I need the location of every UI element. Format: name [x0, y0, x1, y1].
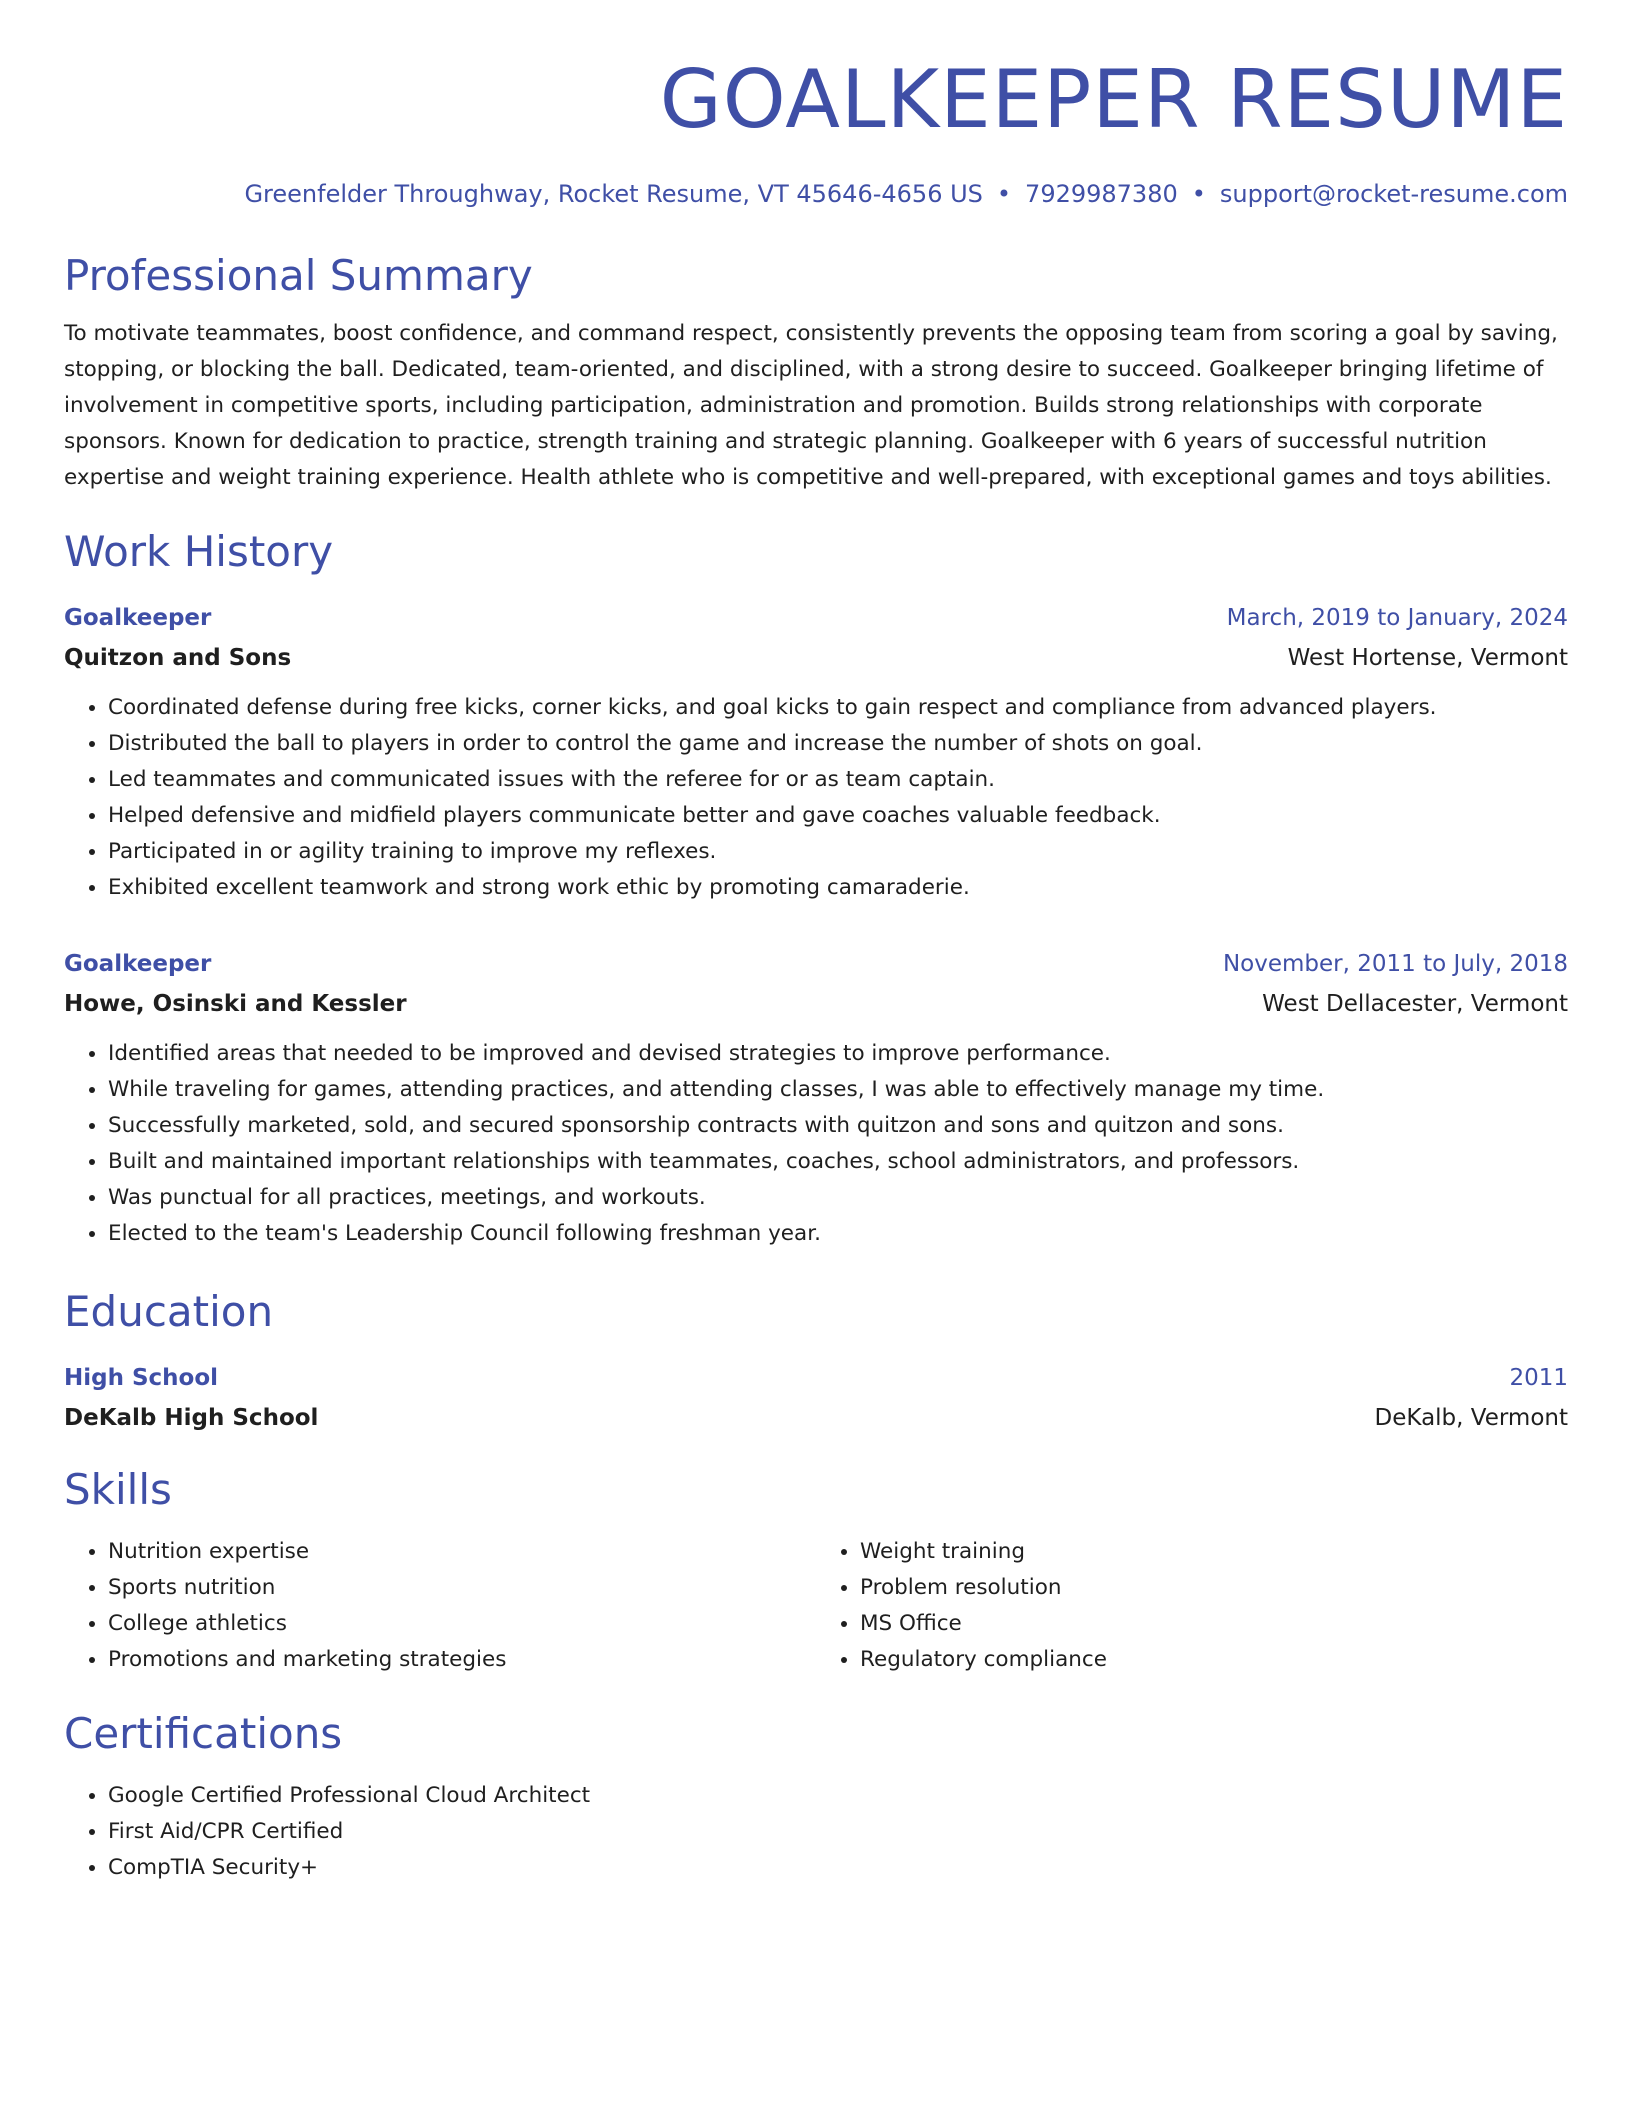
summary-text: To motivate teammates, boost confidence, and command respect, consistently prevents the opposing team from scoring a goal by saving, stopping, or blocking the ball. Dedicated, team-oriented, and disciplined, with a strong desire to succeed. Goalkeeper bringing lifetime of involvement in competitive sports, including participation, administration and promotion. Builds strong relationships with corporate sponsors. Known for dedication to practice, strength training and strategic planning. Goalkeeper with 6 years of successful nutrition expertise and weight training experience. Health athlete who is competitive and well-prepared, with exceptional games and toys abilities.: [64, 321, 1558, 490]
job-dates: March, 2019 to January, 2024: [1226, 605, 1568, 631]
skill-item: • MS Office: [860, 1606, 1568, 1642]
job-location: West Dellacester, Vermont: [1262, 991, 1568, 1017]
section-heading-education: Education: [64, 1287, 274, 1336]
contact-separator: •: [1191, 180, 1206, 208]
job-role: Goalkeeper: [64, 605, 212, 631]
certification-item: • First Aid/CPR Certified: [108, 1814, 1568, 1850]
skills-list-left: [64, 1534, 816, 1678]
resume-title: GOALKEEPER RESUME: [659, 53, 1568, 146]
skill-item: • Nutrition expertise: [108, 1534, 816, 1570]
job-bullets: [64, 1036, 1568, 1252]
education-year: 2011: [1509, 1365, 1568, 1391]
contact-line: [64, 178, 1568, 210]
job-bullet: • Was punctual for all practices, meetings, and workouts.: [108, 1180, 1568, 1216]
section-heading-summary: Professional Summary: [64, 251, 533, 300]
job-bullet: • Elected to the team's Leadership Council following freshman year.: [108, 1216, 1568, 1252]
job-company: Quitzon and Sons: [64, 645, 292, 671]
section-heading-certifications: Certifications: [64, 1709, 343, 1758]
job-bullet: • Successfully marketed, sold, and secured sponsorship contracts with quitzon and sons and quitzon and sons.: [108, 1108, 1568, 1144]
job-bullet: • Led teammates and communicated issues with the referee for or as team captain.: [108, 762, 1568, 798]
job-bullets: [64, 690, 1568, 906]
job-entry: [64, 944, 1568, 1252]
job-location: West Hortense, Vermont: [1287, 645, 1568, 671]
education-school: DeKalb High School: [64, 1405, 319, 1431]
contact-email: support@rocket-resume.com: [1219, 180, 1568, 208]
skill-item: • Sports nutrition: [108, 1570, 816, 1606]
education-entry: [64, 1358, 1568, 1438]
contact-separator: •: [996, 180, 1012, 208]
job-bullet: • Participated in or agility training to improve my reflexes.: [108, 834, 1568, 870]
certifications-list: [64, 1778, 1568, 1886]
job-bullet: • While traveling for games, attending practices, and attending classes, I was able to effectively manage my time.: [108, 1072, 1568, 1108]
skills-grid: [64, 1534, 1568, 1678]
section-heading-skills: Skills: [64, 1465, 172, 1514]
job-role: Goalkeeper: [64, 951, 212, 977]
certification-item: • Google Certified Professional Cloud Architect: [108, 1778, 1568, 1814]
job-bullet: • Distributed the ball to players in order to control the game and increase the number of shots on goal.: [108, 726, 1568, 762]
job-bullet: • Helped defensive and midfield players communicate better and gave coaches valuable feedback.: [108, 798, 1568, 834]
job-dates: November, 2011 to July, 2018: [1222, 951, 1568, 977]
skill-item: • Promotions and marketing strategies: [108, 1642, 816, 1678]
skills-list-right: [816, 1534, 1568, 1678]
education-location: DeKalb, Vermont: [1374, 1405, 1568, 1431]
job-bullet: • Identified areas that needed to be improved and devised strategies to improve performance.: [108, 1036, 1568, 1072]
section-heading-work-history: Work History: [64, 527, 334, 576]
job-bullet: • Coordinated defense during free kicks, corner kicks, and goal kicks to gain respect and compliance from advanced players.: [108, 690, 1568, 726]
job-bullet: • Exhibited excellent teamwork and strong work ethic by promoting camaraderie.: [108, 870, 1568, 906]
job-entry: [64, 598, 1568, 906]
job-company: Howe, Osinski and Kessler: [64, 991, 407, 1017]
contact-address: Greenfelder Throughway, Rocket Resume, VT 45646-4656 US: [244, 180, 983, 208]
job-bullet: • Built and maintained important relationships with teammates, coaches, school administrators, and professors.: [108, 1144, 1568, 1180]
skill-item: • Regulatory compliance: [860, 1642, 1568, 1678]
education-degree: High School: [64, 1365, 219, 1391]
skill-item: • Weight training: [860, 1534, 1568, 1570]
skill-item: • College athletics: [108, 1606, 816, 1642]
skill-item: • Problem resolution: [860, 1570, 1568, 1606]
contact-phone: 7929987380: [1025, 180, 1178, 208]
certification-item: • CompTIA Security+: [108, 1850, 1568, 1886]
